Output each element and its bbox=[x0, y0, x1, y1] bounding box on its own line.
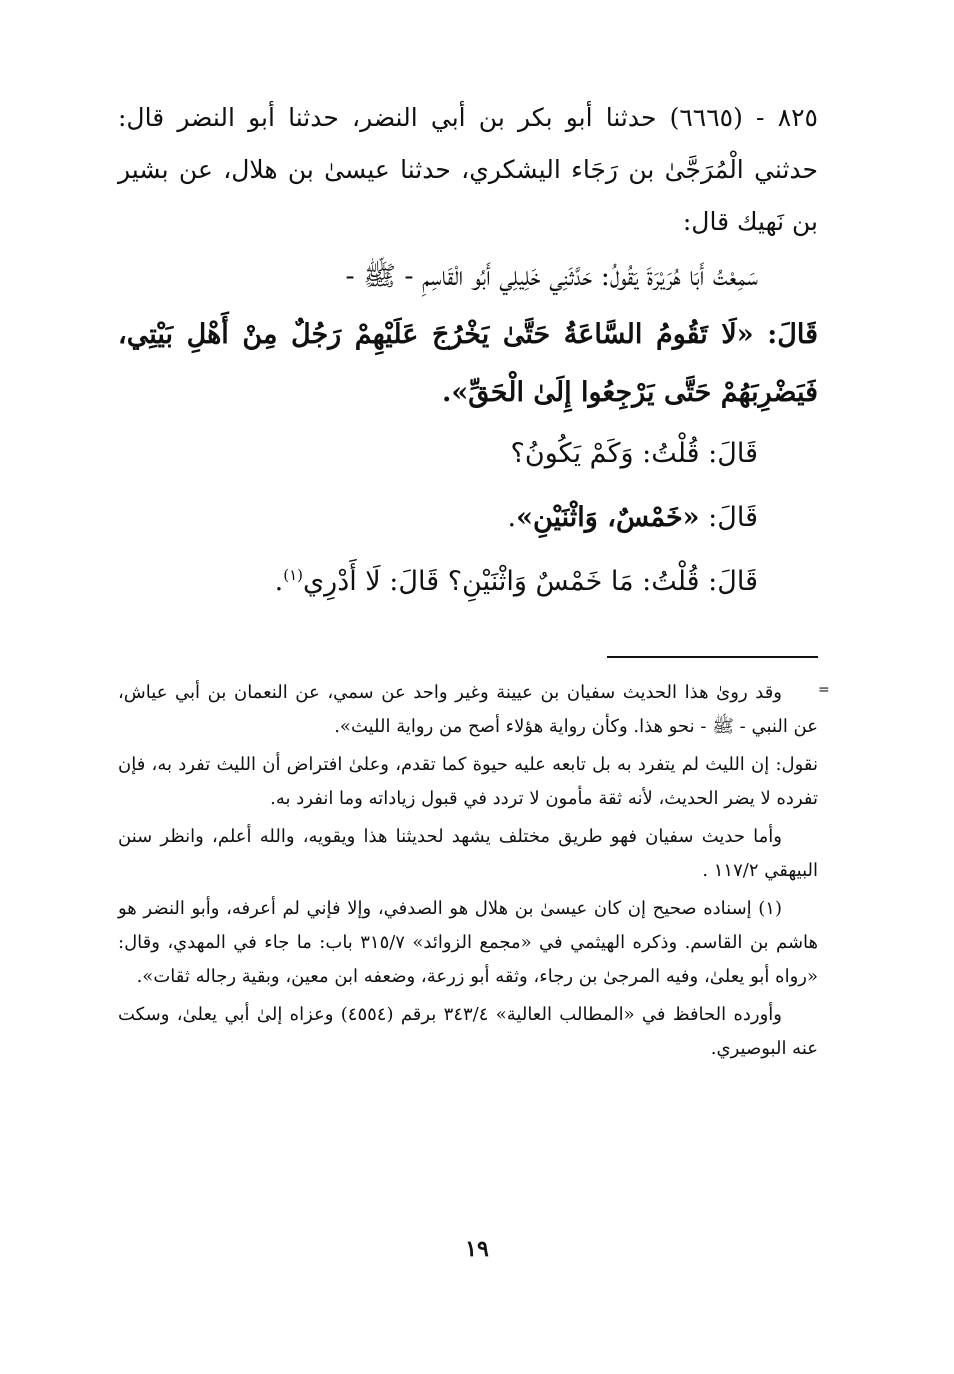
footnote-ref[interactable]: (١) bbox=[283, 566, 304, 584]
dialog-answer-1 bbox=[118, 486, 818, 550]
dialog-answer-1-prefix: قَالَ: bbox=[699, 502, 758, 533]
footnote-continuation-mark: = bbox=[818, 682, 830, 698]
dialog-question-2-end: . bbox=[274, 566, 284, 597]
hadith-isnad: ٨٢٥ - (٦٦٦٥) حدثنا أبو بكر بن أبي النضر، حدثنا أبو النضر قال: حدثني الْمُرَجَّىٰ بن رَجَاء اليشكري، حدثنا عيسىٰ بن هلال، عن بشير بن نَهيك قال: bbox=[118, 103, 818, 236]
dialog-answer-1-quote: «خَمْسٌ، وَاثْنَيْنِ» bbox=[516, 502, 700, 533]
dialog-answer-1-end: . bbox=[507, 502, 517, 533]
dialog-question-2-text: قَالَ: قُلْتُ: مَا خَمْسٌ وَاثْنَيْنِ؟ قَالَ: لَا أَدْرِي bbox=[303, 566, 758, 597]
hadith-section bbox=[118, 92, 818, 614]
footnote-separator bbox=[607, 656, 818, 658]
footnote-paragraph-1: وقد روىٰ هذا الحديث سفيان بن عيينة وغير واحد عن سمي، عن النعمان بن أبي عياش، عن النبي - ﷺ - نحو هذا. وكأن رواية هؤلاء أصح من رواية الليث». bbox=[118, 682, 818, 737]
dialog-question-1: قَالَ: قُلْتُ: وَكَمْ يَكُونُ؟ bbox=[510, 438, 758, 469]
page-number: ١٩ bbox=[465, 1236, 489, 1262]
footnotes-section bbox=[118, 676, 818, 1070]
hadith-intro: سَمِعْتُ أَبَا هُرَيْرَةَ يَقُولُ: حَدَّثَنِي خَلِيلِي أَبُو الْقَاسِمِ - ﷺ - bbox=[345, 261, 758, 292]
footnote-paragraph-4: (١) إسناده صحيح إن كان عيسىٰ بن هلال هو الصدفي، وإلا فإني لم أعرفه، وأبو النضر هو هاشم بن القاسم. وذكره الهيثمي في «مجمع الزوائد» ٣١٥/٧ باب: ما جاء في المهدي، وقال: «رواه أبو يعلىٰ، وفيه المرجىٰ بن رجاء، وثقه أبو زرعة، وضعفه ابن معين، وبقية رجاله ثقات». bbox=[118, 898, 818, 987]
footnote-paragraph-5: وأورده الحافظ في «المطالب العالية» ٣٤٣/٤ برقم (٤٥٥٤) وعزاه إلىٰ أبي يعلىٰ، وسكت عنه البوصيري. bbox=[118, 1004, 818, 1059]
hadith-matn: قَالَ: «لَا تَقُومُ السَّاعَةُ حَتَّىٰ يَخْرُجَ عَلَيْهِمْ رَجُلٌ مِنْ أَهْلِ بَيْتِي، فَيَضْرِبَهُمْ حَتَّى يَرْجِعُوا إِلَىٰ الْحَقِّ». bbox=[118, 319, 818, 408]
dialog-question-2 bbox=[118, 550, 818, 614]
footnote-paragraph-2: نقول: إن الليث لم يتفرد به بل تابعه عليه حيوة كما تقدم، وعلىٰ افتراض أن الليث تفرد به، فإن تفرده لا يضر الحديث، لأنه ثقة مأمون لا تردد في قبول زياداته وما انفرد به. bbox=[118, 754, 818, 809]
footnote-paragraph-3: وأما حديث سفيان فهو طريق مختلف يشهد لحديثنا هذا ويقويه، والله أعلم، وانظر سنن البيهقي ١١٧/٢ . bbox=[118, 826, 818, 881]
